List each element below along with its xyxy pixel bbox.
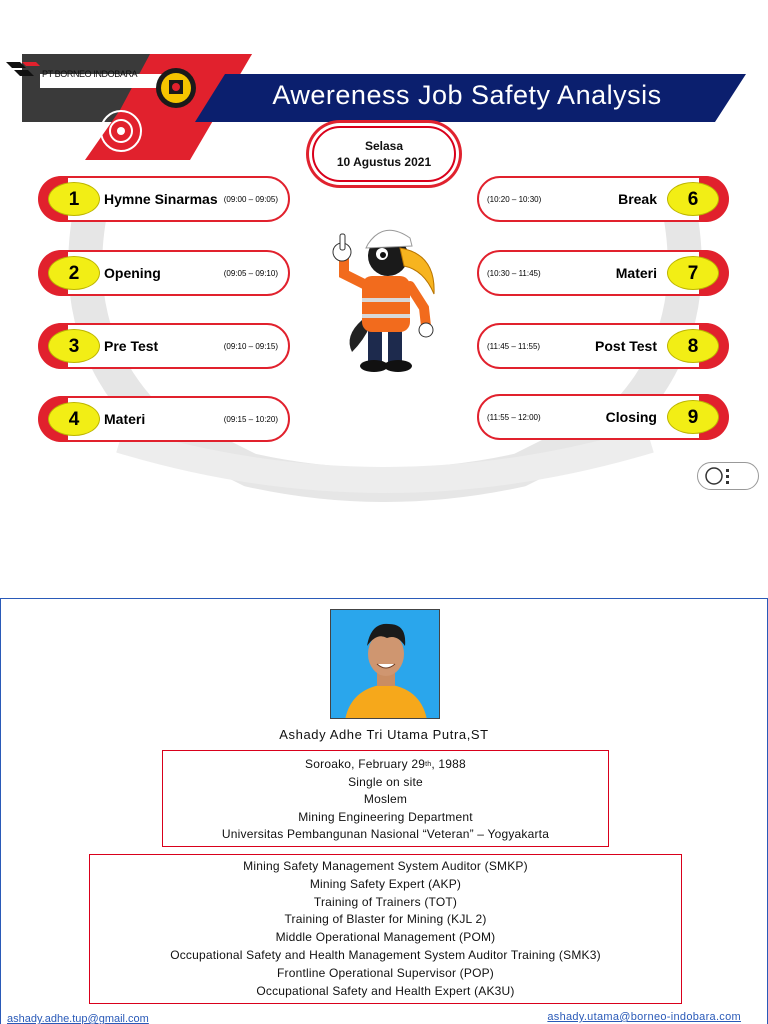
agenda-time: (09:15 – 10:20) [223,415,278,424]
personal-info-box [162,750,609,847]
birth-place-date: Soroako, February 29 [305,757,426,771]
agenda-label: Materi [104,411,146,427]
agenda-number: 3 [48,329,100,363]
agenda-number: 4 [48,402,100,436]
hornbill-mascot-icon [324,216,446,376]
agenda-time: (09:00 – 09:05) [223,195,278,204]
agenda-number: 2 [48,256,100,290]
agenda-item [477,323,727,369]
agenda-number: 8 [667,329,719,363]
certification-line: Occupational Safety and Health Expert (AK3U) [256,983,515,998]
personal-email-link[interactable]: ashady.adhe.tup@gmail.com [7,1013,149,1024]
agenda-label: Break [618,191,657,207]
certification-line: Mining Safety Expert (AKP) [309,876,462,891]
agenda-time: (09:10 – 09:15) [223,342,278,351]
personal-line: Universitas Pembangunan Nasional “Veteran” – Yogyakarta [221,827,550,841]
birth-year: , 1988 [431,757,466,771]
agenda-time: (10:20 – 10:30) [487,195,542,204]
agenda-number: 1 [48,182,100,216]
certification-line: Middle Operational Management (POM) [275,930,496,945]
agenda-item [477,394,727,440]
agenda-label: Post Test [595,338,657,354]
agenda-number: 7 [667,256,719,290]
agenda-label: Opening [104,265,161,281]
slide-title: Awereness Job Safety Analysis [272,80,662,110]
agenda-label: Closing [605,409,657,425]
certification-line: Mining Safety Management System Auditor (SMKP) [243,859,528,873]
certification-line: Training of Blaster for Mining (KJL 2) [284,912,487,927]
agenda-label: Pre Test [104,338,159,354]
date-badge [312,126,456,182]
agenda-item [40,323,290,369]
agenda-time: (11:45 – 11:55) [487,342,541,351]
person-name: Ashady Adhe Tri Utama Putra,ST [279,727,489,742]
agenda-time: (09:05 – 09:10) [223,269,278,278]
agenda-label: Hymne Sinarmas [104,191,218,207]
agenda-item [40,176,290,222]
ministry-emblem-icon [154,66,198,110]
agenda-label: Materi [615,265,657,281]
certifications-box [89,854,682,1004]
date-full: 10 Agustus 2021 [336,155,432,169]
birth-info [163,756,608,774]
agenda-item [40,396,290,442]
iso-certification-badge [697,462,759,490]
borneo-logo-icon [6,60,40,82]
certification-line: Occupational Safety and Health Management System Auditor Training (SMK3) [170,947,601,962]
agenda-item [477,176,727,222]
birth-date-suffix: th [425,761,432,768]
profile-photo [330,609,440,719]
personal-line: Moslem [363,792,408,806]
personal-line: Single on site [348,774,423,789]
agenda-time: (11:55 – 12:00) [487,413,541,422]
agenda-number: 6 [667,182,719,216]
date-day: Selasa [364,139,404,153]
certification-line: Frontline Operational Supervisor (POP) [276,965,495,980]
agenda-number: 9 [667,400,719,434]
agenda-item [477,250,727,296]
company-name: PT BORNEO INDOBARA [42,69,138,79]
work-email-link[interactable]: ashady.utama@borneo-indobara.com [547,1011,741,1023]
personal-line: Mining Engineering Department [298,809,473,824]
certification-line: Training of Trainers (TOT) [313,894,458,909]
agenda-time: (10:30 – 11:45) [487,269,541,278]
profile-slide [0,598,768,1024]
agenda-item [40,250,290,296]
bentari-badge-icon [98,108,144,154]
